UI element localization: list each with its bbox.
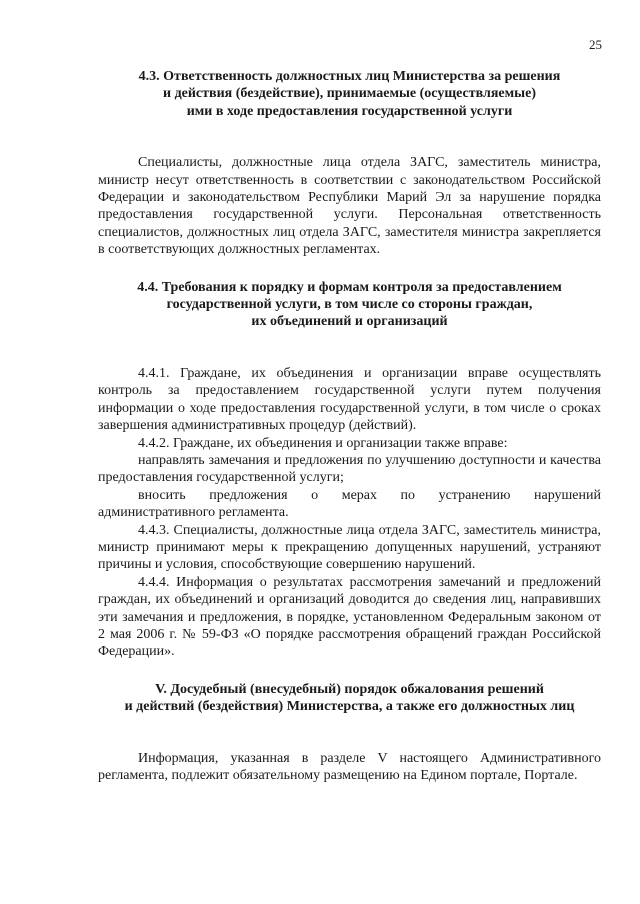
paragraph: Специалисты, должностные лица отдела ЗАГС, заместитель министра, министр несут ответственность в соответствии с законодательством Российской Федерации и законодательством Республики Марий Эл за нарушение порядка предоставления государственной услуги. Персональная ответственность специалистов, должностных лиц отдела ЗАГС, заместителя министра закрепляется в соответствующих должностных регламентах. (98, 155, 601, 258)
paragraph: 4.4.4. Информация о результатах рассмотрения замечаний и предложений граждан, их объединений и организаций доводится до сведения лиц, направивших эти замечания и предложения, в порядке, установленном Федеральным законом от 2 мая 2006 г. № 59-ФЗ «О порядке рассмотрения обращений граждан Российской Федерации». (98, 574, 601, 660)
paragraph: 4.4.3. Специалисты, должностные лица отдела ЗАГС, заместитель министра, министр принимают меры к прекращению допущенных нарушений, устраняют причины и условия, способствующие совершению нарушений. (98, 522, 601, 573)
heading-line: ими в ходе предоставления государственной услуги (186, 103, 513, 119)
section-heading-v (98, 681, 601, 716)
page-number: 25 (589, 37, 602, 52)
heading-line: их объединений и организаций (251, 314, 448, 330)
paragraph: направлять замечания и предложения по улучшению доступности и качества предоставления государственной услуги; (98, 452, 601, 486)
heading-line: 4.3. Ответственность должностных лиц Министерства за решения (138, 69, 561, 84)
paragraph: 4.4.2. Граждане, их объединения и организации также вправе: (138, 435, 508, 451)
paragraph: 4.4.1. Граждане, их объединения и организации вправе осуществлять контроль за предоставлением государственной услуги путем получения информации о ходе предоставления государственной услуги, в том числе о сроках завершения административных процедур (действий). (98, 365, 601, 434)
heading-line: 4.4. Требования к порядку и формам контроля за предоставлением (137, 279, 562, 295)
heading-line: V. Досудебный (внесудебный) порядок обжалования решений (155, 681, 544, 697)
section-heading-4-4 (98, 279, 601, 331)
paragraph: Информация, указанная в разделе V настоящего Административного регламента, подлежит обязательному размещению на Едином портале, Портале. (98, 750, 601, 783)
document-body (98, 68, 601, 784)
paragraph: вносить предложения о мерах по устранению нарушений административного регламента. (98, 487, 601, 521)
heading-line: государственной услуги, в том числе со стороны граждан, (166, 297, 533, 313)
section-heading-4-3 (98, 68, 601, 120)
heading-line: и действий (бездействия) Министерства, а также его должностных лиц (124, 699, 575, 715)
heading-line: и действия (бездействие), принимаемые (осуществляемые) (163, 86, 536, 102)
